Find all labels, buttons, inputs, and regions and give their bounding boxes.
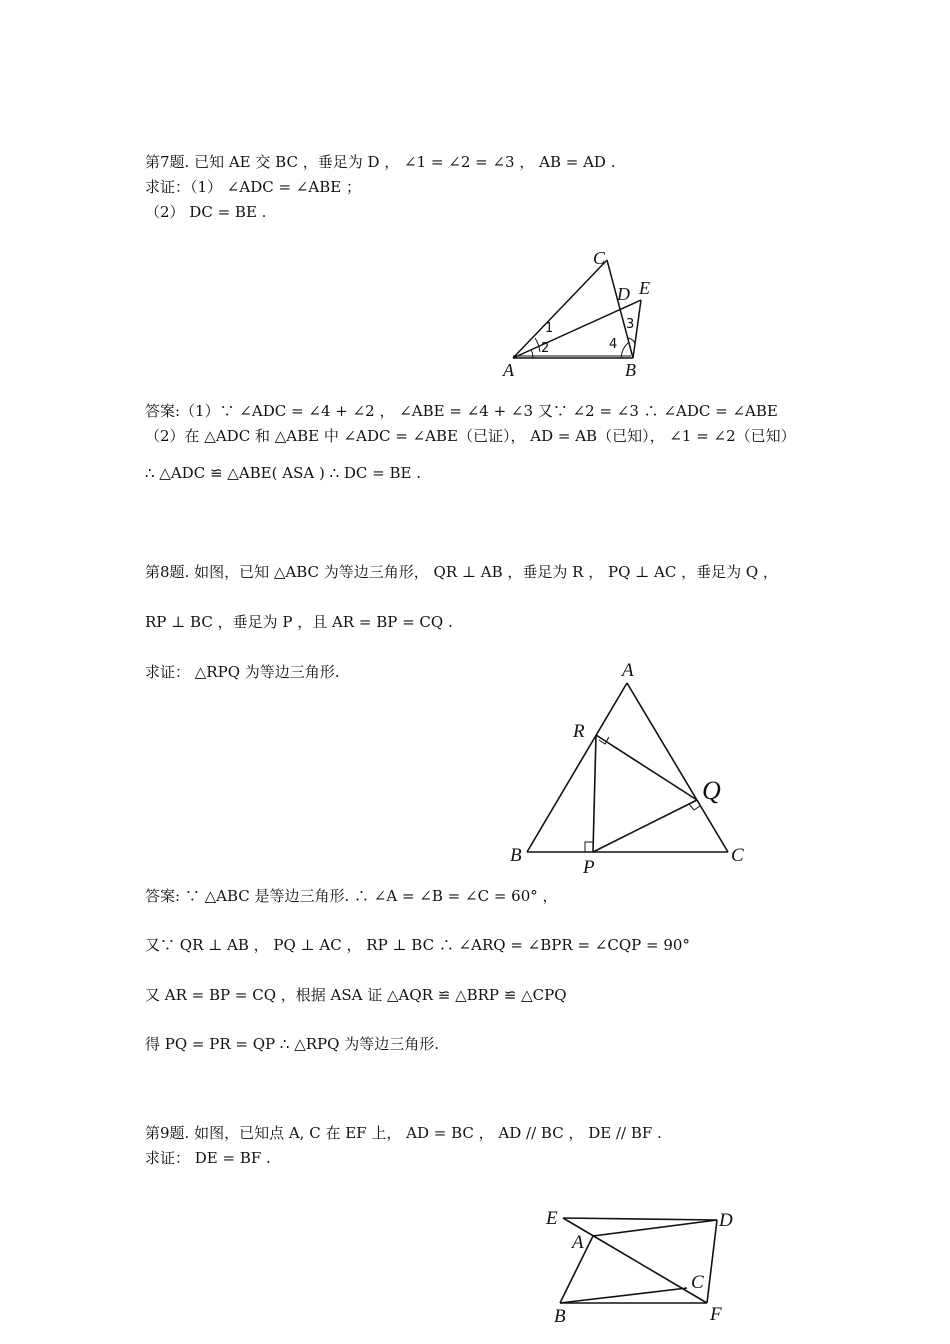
p8-figure <box>505 655 760 880</box>
p8-answer-4: 得 PQ = PR = QP ∴ △RPQ 为等边三角形. <box>145 1035 439 1053</box>
p7-answer-3: ∴ △ADC ≌ △ABE( ASA ) ∴ DC = BE . <box>145 464 422 482</box>
p8-statement-1: 第8题. 如图，已知 △ABC 为等边三角形， QR ⊥ AB ，垂足为 R ， PQ ⊥ AC ，垂足为 Q ， <box>145 563 778 581</box>
p8-answer-1: 答案: ∵ △ABC 是等边三角形. ∴ ∠A = ∠B = ∠C = 60° ， <box>145 887 558 905</box>
p8-label-r: R <box>573 721 585 742</box>
p8-right-angle-q <box>689 804 700 810</box>
p7-arc-1 <box>535 338 540 352</box>
p9-label-a: A <box>572 1232 584 1253</box>
p8-label-a: A <box>622 660 634 681</box>
p7-prove-2: （2） DC = BE . <box>145 203 267 221</box>
p7-label-b: B <box>625 360 636 380</box>
p9-figure <box>535 1200 755 1335</box>
p7-label-c: C <box>593 248 606 268</box>
p9-line-bc <box>560 1288 687 1303</box>
p8-line-ab <box>527 683 627 852</box>
p7-arc-2 <box>531 350 533 358</box>
p7-label-3: 3 <box>626 317 635 332</box>
p8-label-p: P <box>583 857 595 878</box>
p8-statement-2: RP ⊥ BC ，垂足为 P ，且 AR = BP = CQ . <box>145 613 453 631</box>
p7-label-a: A <box>503 360 514 380</box>
p7-answer-1: 答案:（1）∵ ∠ADC = ∠4 + ∠2 ， ∠ABE = ∠4 + ∠3 又∵ ∠2 = ∠3 ∴ ∠ADC = ∠ABE <box>145 402 778 420</box>
p8-line-rp <box>593 735 596 852</box>
p8-label-b: B <box>510 845 522 866</box>
p9-line-ad <box>593 1220 717 1236</box>
p7-answer-2: （2）在 △ADC 和 △ABE 中 ∠ADC = ∠ABE（已证）， AD = AB（已知）， ∠1 = ∠2（已知） <box>145 427 796 445</box>
p8-line-rq <box>596 735 697 800</box>
p7-label-2: 2 <box>541 341 550 356</box>
p8-line-pq <box>593 800 697 852</box>
p8-label-c: C <box>731 845 744 866</box>
p8-answer-2: 又∵ QR ⊥ AB ， PQ ⊥ AC ， RP ⊥ BC ∴ ∠ARQ = ∠BPR = ∠CQP = 90° <box>145 936 690 954</box>
p7-label-4: 4 <box>609 337 618 352</box>
p9-label-f: F <box>710 1304 722 1325</box>
p9-label-c: C <box>691 1272 704 1293</box>
p7-label-1: 1 <box>545 321 554 336</box>
p7-statement: 第7题. 已知 AE 交 BC ，垂足为 D ， ∠1 = ∠2 = ∠3 ， AB = AD . <box>145 153 616 171</box>
p7-label-e: E <box>639 278 650 298</box>
p9-statement: 第9题. 如图，已知点 A, C 在 EF 上， AD = BC ， AD // BC ， DE // BF . <box>145 1124 662 1142</box>
p9-line-df <box>707 1220 717 1303</box>
p7-figure <box>495 240 675 385</box>
p7-line-ac <box>513 260 607 358</box>
p8-answer-3: 又 AR = BP = CQ ，根据 ASA 证 △AQR ≌ △BRP ≌ △CPQ <box>145 986 567 1004</box>
p9-label-d: D <box>719 1210 733 1231</box>
p7-line-ae <box>513 300 641 358</box>
p8-prove: 求证： △RPQ 为等边三角形. <box>145 663 340 681</box>
p8-right-angle-p <box>585 842 593 852</box>
p8-label-q: Q <box>702 776 721 805</box>
p9-label-b: B <box>554 1306 566 1327</box>
p9-label-e: E <box>546 1208 558 1229</box>
p7-label-d: D <box>617 284 630 304</box>
p9-prove: 求证： DE = BF . <box>145 1149 271 1167</box>
p9-line-ed <box>563 1218 717 1220</box>
p7-prove-1: 求证：（1） ∠ADC = ∠ABE ； <box>145 178 361 196</box>
